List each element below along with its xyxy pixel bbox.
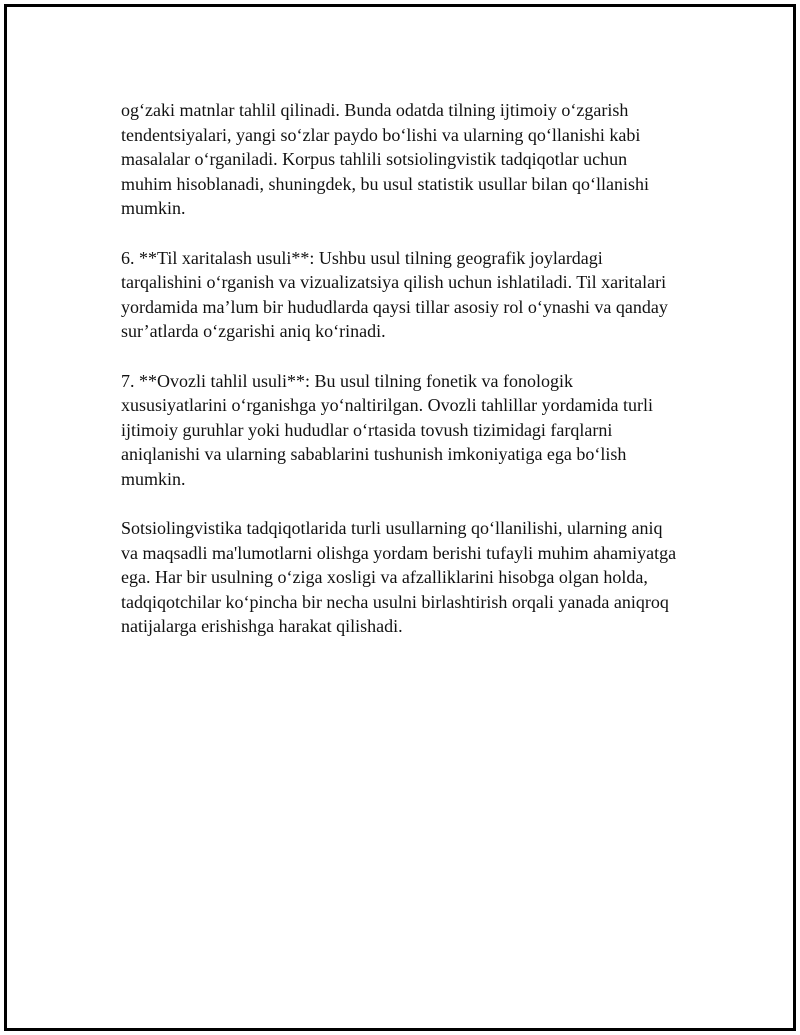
paragraph-language-mapping xyxy=(121,246,711,344)
text-line: aniqlanishi va ularning sabablarini tushunish imkoniyatiga ega bo‘lish xyxy=(121,444,627,465)
paragraph-phonetic-analysis xyxy=(121,369,711,492)
paragraph-conclusion xyxy=(121,516,711,639)
text-line: natijalarga erishishga harakat qilishadi. xyxy=(121,616,403,637)
paragraph-corpus-analysis xyxy=(121,98,711,221)
text-line: mumkin. xyxy=(121,468,186,489)
text-line: ijtimoiy guruhlar yoki hududlar o‘rtasida tovush tizimidagi farqlarni xyxy=(121,419,613,440)
text-line: yordamida ma’lum bir hududlarda qaysi tillar asosiy rol o‘ynashi va qanday xyxy=(121,296,668,317)
text-line: sur’atlarda o‘zgarishi aniq ko‘rinadi. xyxy=(121,321,386,342)
document-page xyxy=(4,4,796,1031)
text-line: masalalar o‘rganiladi. Korpus tahlili sotsiolingvistik tadqiqotlar uchun xyxy=(121,149,628,170)
text-line: tendentsiyalari, yangi so‘zlar paydo bo‘lishi va ularning qo‘llanishi kabi xyxy=(121,124,641,145)
text-line: Sotsiolingvistika tadqiqotlarida turli usullarning qo‘llanilishi, ularning aniq xyxy=(121,518,663,539)
text-line: tarqalishini o‘rganish va vizualizatsiya qilish uchun ishlatiladi. Til xaritalari xyxy=(121,272,667,293)
text-line: og‘zaki matnlar tahlil qilinadi. Bunda odatda tilning ijtimoiy o‘zgarish xyxy=(121,100,629,120)
text-line: tadqiqotchilar ko‘pincha bir necha usulni birlashtirish orqali yanada aniqroq xyxy=(121,591,669,612)
document-body xyxy=(121,98,711,664)
text-line: ega. Har bir usulning o‘ziga xosligi va afzalliklarini hisobga olgan holda, xyxy=(121,567,648,588)
text-line: mumkin. xyxy=(121,198,186,219)
text-line: 6. **Til xaritalash usuli**: Ushbu usul tilning geografik joylardagi xyxy=(121,247,603,268)
text-line: xususiyatlarini o‘rganishga yo‘naltirilgan. Ovozli tahlillar yordamida turli xyxy=(121,395,654,416)
text-line: muhim hisoblanadi, shuningdek, bu usul statistik usullar bilan qo‘llanishi xyxy=(121,173,649,194)
text-line: va maqsadli ma'lumotlarni olishga yordam berishi tufayli muhim ahamiyatga xyxy=(121,542,677,563)
text-line: 7. **Ovozli tahlil usuli**: Bu usul tilning fonetik va fonologik xyxy=(121,370,573,391)
